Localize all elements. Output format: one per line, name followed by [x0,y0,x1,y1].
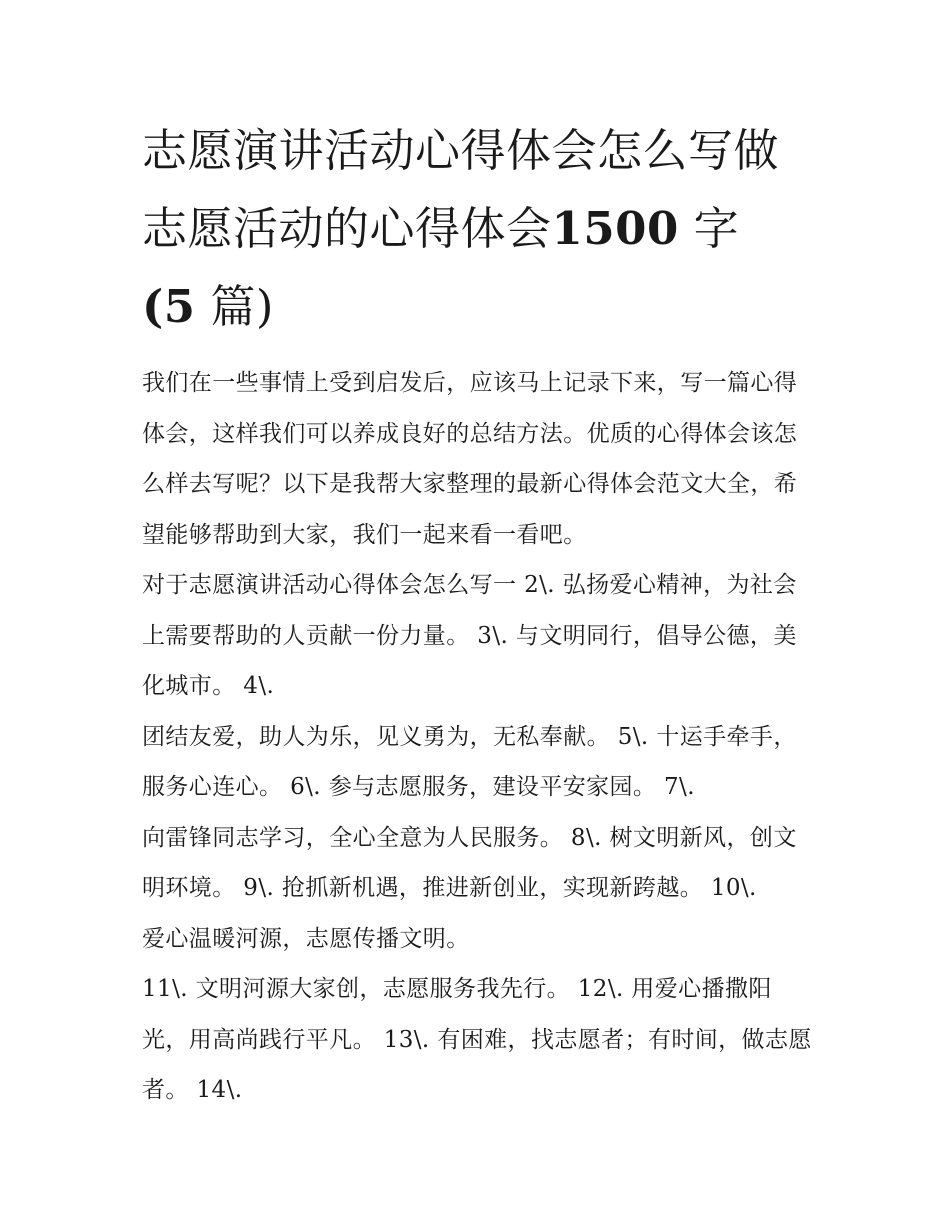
body-paragraph: 团结友爱，助人为乐，见义勇为，无私奉献。 5\. 十运手牵手，服务心连心。 6\. 参与志愿服务，建设平安家园。 7\. [142,723,797,800]
title-text-part4: 篇) [210,280,274,333]
title-count: (5 [142,280,196,333]
body-paragraph: 11\. 文明河源大家创，志愿服务我先行。 12\. 用爱心播撒阳光，用高尚践行平凡。 13\. 有困难，找志愿者；有时间，做志愿者。 14\. [142,976,812,1103]
document-page [142,112,814,1116]
title-number: 1500 [551,202,679,255]
body-paragraph: 对于志愿演讲活动心得体会怎么写一 2\. 弘扬爱心精神，为社会上需要帮助的人贡献一份力量。 3\. 与文明同行，倡导公德，美化城市。 4\. [142,572,797,699]
document-title [142,112,814,346]
intro-paragraph: 我们在一些事情上受到启发后，应该马上记录下来，写一篇心得体会，这样我们可以养成良好的总结方法。优质的心得体会该怎么样去写呢？以下是我帮大家整理的最新心得体会范文大全，希望能够帮助到大家，我们一起来看一看吧。 [142,370,798,548]
body-paragraph: 向雷锋同志学习，全心全意为人民服务。 8\. 树文明新风，创文明环境。 9\. 抢抓新机遇，推进新创业，实现新跨越。 10\. 爱心温暖河源，志愿传播文明。 [142,824,797,952]
title-text-part2: 字 [693,202,740,255]
title-text-part1: 志愿演讲活动心得体会怎么写做志愿活动的心得体会 [142,124,780,255]
